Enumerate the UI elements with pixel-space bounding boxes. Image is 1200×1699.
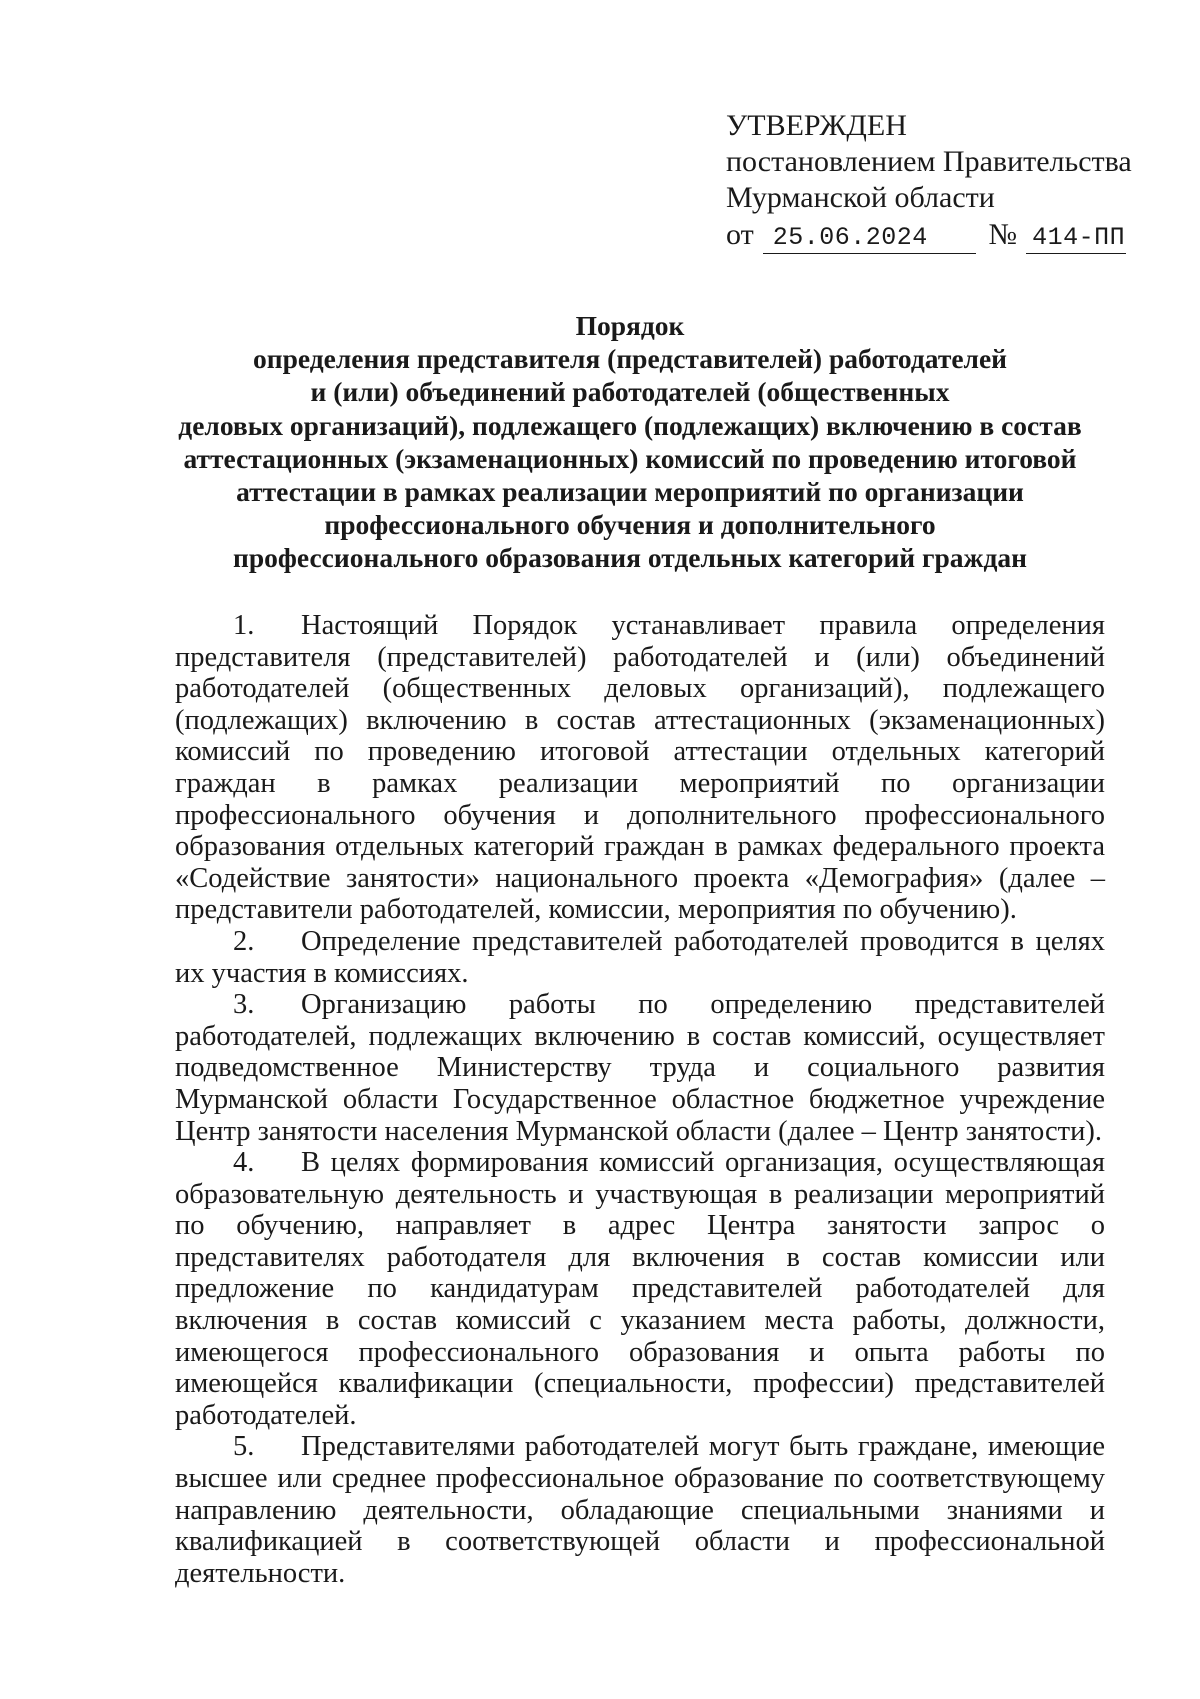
title-line: определения представителя (представителей) работодателей bbox=[252, 343, 1008, 375]
paragraph-number: 1. bbox=[233, 610, 255, 641]
title-line: и (или) объединений работодателей (общественных bbox=[310, 376, 950, 408]
paragraph-text: Организацию работы по определению представителей работодателей, подлежащих включению в состав комиссий, осуществляет подведомственное Министерству труда и социального развития Мурманской области Государственное областное бюджетное учреждение Центр занятости населения Мурманской области (далее – Центр занятости). bbox=[175, 989, 1105, 1147]
title-line: аттестации в рамках реализации мероприятий по организации bbox=[236, 476, 1024, 508]
paragraph-text: В целях формирования комиссий организация, осуществляющая образовательную деятельность и участвующая в реализации мероприятий по обучению, направляет в адрес Центра занятости запрос о представителях работодателя для включения в состав комиссии или предложение по кандидатурам представителей работодателей для включения в состав комиссий с указанием места работы, должности, имеющегося профессионального образования и опыта работы по имеющейся квалификации (специальности, профессии) представителей работодателей. bbox=[175, 1147, 1105, 1431]
approval-date-line bbox=[726, 217, 1126, 254]
title-line: профессионального обучения и дополнительного bbox=[324, 509, 936, 541]
approval-line-2: Мурманской области bbox=[726, 181, 995, 214]
paragraph-number: 3. bbox=[233, 989, 255, 1021]
approval-stamp-block bbox=[726, 108, 1132, 254]
paragraph-number: 4. bbox=[233, 1147, 255, 1179]
paragraph-1 bbox=[175, 610, 1105, 926]
document-body bbox=[175, 610, 1105, 1589]
approval-number: 414-ПП bbox=[1026, 223, 1126, 254]
paragraph-2 bbox=[175, 926, 1105, 989]
number-prefix: № bbox=[988, 218, 1018, 251]
approval-date: 25.06.2024 bbox=[763, 223, 977, 254]
paragraph-4 bbox=[175, 1147, 1105, 1431]
title-line: профессионального образования отдельных категорий граждан bbox=[233, 542, 1027, 574]
title-line: Порядок bbox=[575, 310, 685, 341]
date-prefix: от bbox=[726, 218, 754, 251]
paragraph-3 bbox=[175, 989, 1105, 1147]
paragraph-number: 5. bbox=[233, 1431, 255, 1463]
title-line: деловых организаций), подлежащего (подлежащих) включению в состав bbox=[178, 409, 1082, 441]
paragraph-text: Определение представителей работодателей проводится в целях их участия в комиссиях. bbox=[175, 925, 1105, 989]
approval-line-1: постановлением Правительства bbox=[726, 145, 1132, 178]
title-line: аттестационных (экзаменационных) комиссий по проведению итоговой bbox=[183, 442, 1077, 474]
paragraph-number: 2. bbox=[233, 925, 255, 957]
paragraph-5 bbox=[175, 1431, 1105, 1589]
paragraph-text: Представителями работодателей могут быть граждане, имеющие высшее или среднее профессиональное образование по соответствующему направлению деятельности, обладающие специальными знаниями и квалификацией в соответствующей области и профессиональной деятельности. bbox=[175, 1431, 1105, 1589]
paragraph-text: Настоящий Порядок устанавливает правила определения представителя (представителей) работодателей и (или) объединений работодателей (общественных деловых организаций), подлежащего (подлежащих) включению в состав аттестационных (экзаменационных) комиссий по проведению итоговой аттестации отдельных категорий граждан в рамках реализации мероприятий по организации профессионального обучения и дополнительного профессионального образования отдельных категорий граждан в рамках федерального проекта «Содействие занятости» национального проекта «Демография» (далее – представители работодателей, комиссии, мероприятия по обучению). bbox=[175, 610, 1105, 926]
approval-heading: УТВЕРЖДЕН bbox=[726, 109, 907, 142]
document-title bbox=[160, 309, 1100, 575]
